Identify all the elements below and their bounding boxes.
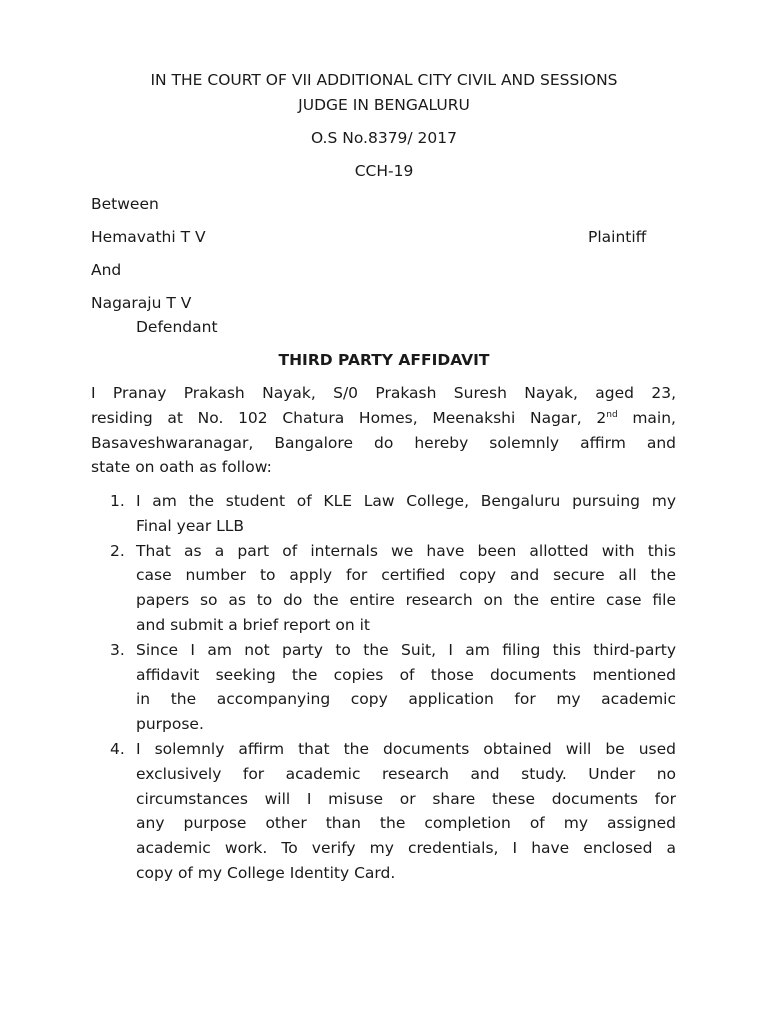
list-item-line: Since I am not party to the Suit, I am filing this third-party <box>136 640 676 659</box>
list-item <box>91 539 676 638</box>
list-item-line: papers so as to do the entire research on the entire case file <box>136 591 676 610</box>
list-item-line: in the accompanying copy application for my academic <box>136 690 676 709</box>
intro-line <box>91 406 676 431</box>
list-item-line: any purpose other than the completion of my assigned <box>136 814 676 833</box>
and-label: And <box>91 261 122 279</box>
list-item-line: exclusively for academic research and study. Under no <box>136 764 676 783</box>
between-label: Between <box>91 195 159 213</box>
court-heading-line-2: JUDGE IN BENGALURU <box>298 96 470 114</box>
plaintiff-role: Plaintiff <box>588 228 647 246</box>
intro-line: state on oath as follow: <box>91 458 272 477</box>
affidavit-statements-list <box>91 489 676 886</box>
list-item-line: and submit a brief report on it <box>136 615 370 634</box>
intro-line-text: residing at No. 102 Chatura Homes, Meenakshi Nagar, 2 <box>91 408 607 427</box>
list-item-line: case number to apply for certified copy and secure all the <box>136 566 676 585</box>
intro-line: Basaveshwaranagar, Bangalore do hereby solemnly affirm and <box>91 433 676 452</box>
court-code: CCH-19 <box>354 162 414 180</box>
intro-line: I Pranay Prakash Nayak, S/0 Prakash Suresh Nayak, aged 23, <box>91 384 676 402</box>
list-item <box>91 737 676 886</box>
ordinal-suffix: nd <box>606 409 618 420</box>
list-item-line: affidavit seeking the copies of those documents mentioned <box>136 665 676 684</box>
list-item-number: 2. <box>110 541 125 560</box>
court-heading-line-1: IN THE COURT OF VII ADDITIONAL CITY CIVIL AND SESSIONS <box>150 71 618 89</box>
list-item-number: 4. <box>110 739 125 758</box>
list-item-line: Final year LLB <box>136 516 245 535</box>
list-item-line: circumstances will I misuse or share these documents for <box>136 789 676 808</box>
list-item-number: 3. <box>110 640 125 659</box>
list-item-line: I am the student of KLE Law College, Bengaluru pursuing my <box>136 492 676 510</box>
list-item-line: academic work. To verify my credentials, I have enclosed a <box>136 839 676 858</box>
list-item-line: That as a part of internals we have been allotted with this <box>136 541 676 560</box>
case-number: O.S No.8379/ 2017 <box>310 129 458 147</box>
list-item-number: 1. <box>110 492 125 510</box>
intro-paragraph <box>91 381 676 480</box>
list-item <box>91 638 676 737</box>
list-item <box>91 489 676 539</box>
intro-line-text: main, <box>617 408 676 427</box>
document-title: THIRD PARTY AFFIDAVIT <box>278 351 490 369</box>
list-item-line: I solemnly affirm that the documents obtained will be used <box>136 739 676 758</box>
plaintiff-name: Hemavathi T V <box>91 228 206 246</box>
defendant-name: Nagaraju T V <box>91 294 192 312</box>
list-item-line: copy of my College Identity Card. <box>136 863 396 882</box>
defendant-role: Defendant <box>136 318 218 336</box>
list-item-line: purpose. <box>136 715 204 734</box>
